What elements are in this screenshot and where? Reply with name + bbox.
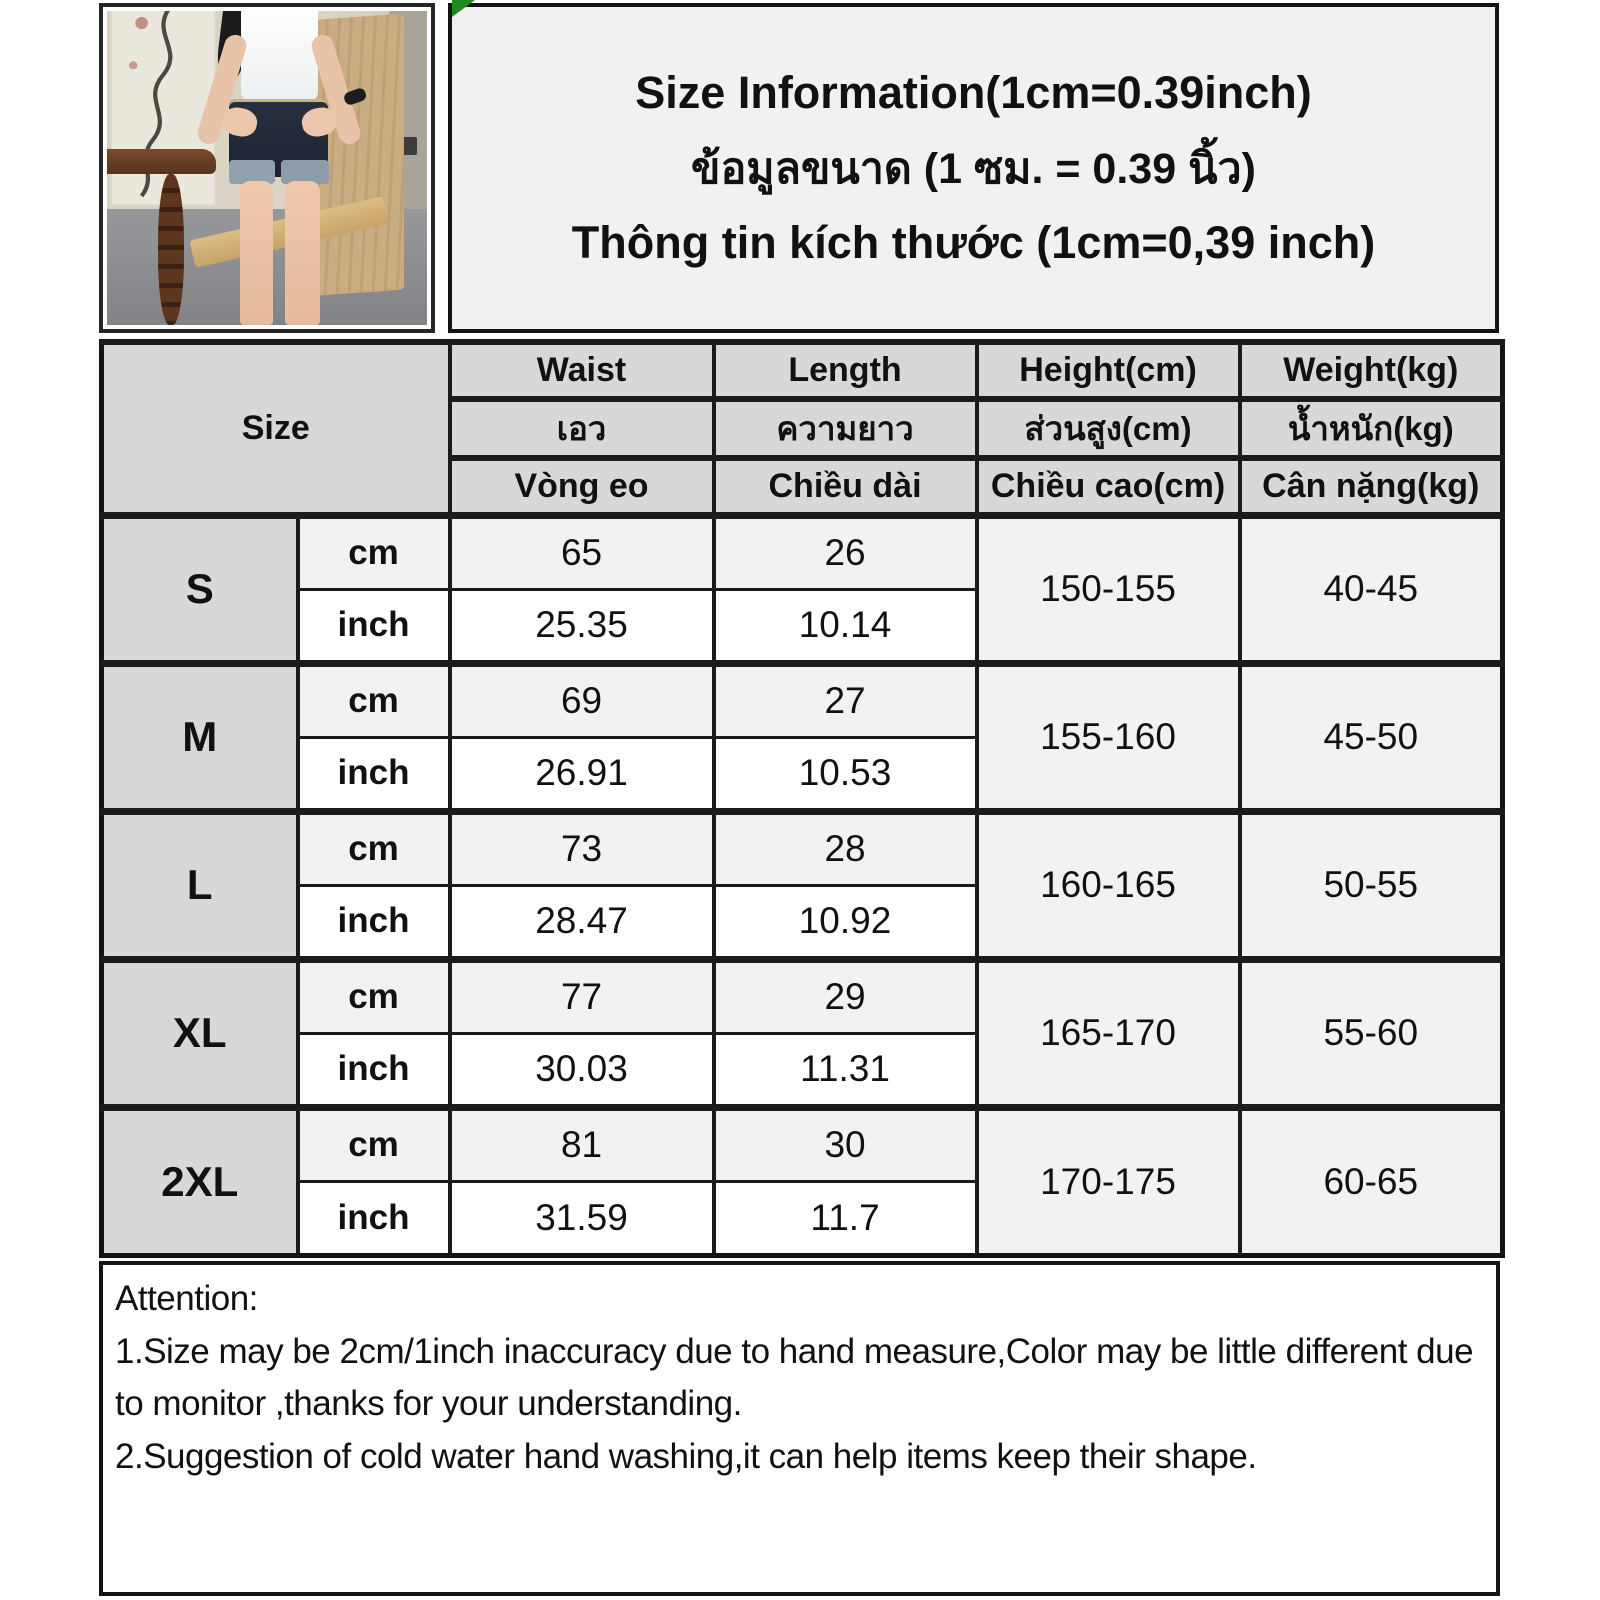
row-2xl-size: 2XL xyxy=(102,1107,298,1255)
photo-scene xyxy=(107,11,427,325)
header-row-en xyxy=(102,342,1503,399)
row-xl-length-cm: 29 xyxy=(714,959,977,1033)
title-panel xyxy=(448,3,1499,333)
row-2xl-unit-inch: inch xyxy=(298,1181,450,1255)
row-l-waist-cm: 73 xyxy=(450,811,714,885)
row-l-size: L xyxy=(102,811,298,959)
title-vietnamese: Thông tin kích thước (1cm=0,39 inch) xyxy=(571,217,1376,268)
row-l-length-cm: 28 xyxy=(714,811,977,885)
title-thai: ข้อมูลขนาด (1 ซม. = 0.39 นิ้ว) xyxy=(691,145,1256,193)
header-weight-th: น้ำหนัก(kg) xyxy=(1240,399,1503,458)
row-xl-length-inch: 11.31 xyxy=(714,1033,977,1107)
header-height-vi: Chiều cao(cm) xyxy=(977,458,1240,515)
row-xl-unit-cm: cm xyxy=(298,959,450,1033)
row-xl-size: XL xyxy=(102,959,298,1107)
row-l-waist-inch: 28.47 xyxy=(450,885,714,959)
row-m-cm xyxy=(102,663,1503,737)
header-weight-vi: Cân nặng(kg) xyxy=(1240,458,1503,515)
row-m-waist-inch: 26.91 xyxy=(450,737,714,811)
row-m-size: M xyxy=(102,663,298,811)
row-xl-waist-inch: 30.03 xyxy=(450,1033,714,1107)
product-photo xyxy=(99,3,435,333)
row-2xl-waist-cm: 81 xyxy=(450,1107,714,1181)
row-xl-height-range: 165-170 xyxy=(977,959,1240,1107)
row-s-length-inch: 10.14 xyxy=(714,589,977,663)
row-s-unit-inch: inch xyxy=(298,589,450,663)
attention-heading: Attention: xyxy=(115,1279,258,1318)
row-m-unit-inch: inch xyxy=(298,737,450,811)
row-2xl-weight-range: 60-65 xyxy=(1240,1107,1503,1255)
size-table xyxy=(99,339,1505,1258)
scroll-painting xyxy=(110,11,216,206)
header-length-en: Length xyxy=(714,342,977,399)
row-l-unit-cm: cm xyxy=(298,811,450,885)
header-waist-th: เอว xyxy=(450,399,714,458)
row-l-unit-inch: inch xyxy=(298,885,450,959)
row-2xl-length-cm: 30 xyxy=(714,1107,977,1181)
header-weight-en: Weight(kg) xyxy=(1240,342,1503,399)
row-l-height-range: 160-165 xyxy=(977,811,1240,959)
row-s-height-range: 150-155 xyxy=(977,515,1240,663)
attention-notes xyxy=(99,1261,1500,1596)
row-2xl-height-range: 170-175 xyxy=(977,1107,1240,1255)
header-waist-vi: Vòng eo xyxy=(450,458,714,515)
row-2xl-length-inch: 11.7 xyxy=(714,1181,977,1255)
header-length-th: ความยาว xyxy=(714,399,977,458)
header-height-en: Height(cm) xyxy=(977,342,1240,399)
header-waist-en: Waist xyxy=(450,342,714,399)
model-right-leg xyxy=(285,181,320,325)
row-l-cm xyxy=(102,811,1503,885)
row-s-weight-range: 40-45 xyxy=(1240,515,1503,663)
row-s-unit-cm: cm xyxy=(298,515,450,589)
wooden-table xyxy=(107,149,216,174)
row-m-height-range: 155-160 xyxy=(977,663,1240,811)
model-left-leg xyxy=(240,181,274,325)
row-2xl-waist-inch: 31.59 xyxy=(450,1181,714,1255)
row-xl-unit-inch: inch xyxy=(298,1033,450,1107)
row-xl-weight-range: 55-60 xyxy=(1240,959,1503,1107)
title-english: Size Information(1cm=0.39inch) xyxy=(635,67,1312,118)
row-s-cm xyxy=(102,515,1503,589)
attention-note-2: 2.Suggestion of cold water hand washing,it can help items keep their shape. xyxy=(115,1436,1257,1476)
row-2xl-unit-cm: cm xyxy=(298,1107,450,1181)
row-2xl-cm xyxy=(102,1107,1503,1181)
turned-table-leg xyxy=(158,174,184,325)
row-m-weight-range: 45-50 xyxy=(1240,663,1503,811)
row-m-unit-cm: cm xyxy=(298,663,450,737)
model-white-top xyxy=(241,11,318,102)
row-m-waist-cm: 69 xyxy=(450,663,714,737)
row-l-length-inch: 10.92 xyxy=(714,885,977,959)
row-l-weight-range: 50-55 xyxy=(1240,811,1503,959)
row-m-length-inch: 10.53 xyxy=(714,737,977,811)
header-height-th: ส่วนสูง(cm) xyxy=(977,399,1240,458)
attention-note-1: 1.Size may be 2cm/1inch inaccuracy due to hand measure,Color may be little different due to monitor ,thanks for your understanding. xyxy=(115,1331,1474,1423)
row-s-waist-inch: 25.35 xyxy=(450,589,714,663)
row-s-size: S xyxy=(102,515,298,663)
row-xl-waist-cm: 77 xyxy=(450,959,714,1033)
row-s-waist-cm: 65 xyxy=(450,515,714,589)
row-m-length-cm: 27 xyxy=(714,663,977,737)
header-length-vi: Chiều dài xyxy=(714,458,977,515)
size-column-header: Size xyxy=(102,342,450,515)
row-s-length-cm: 26 xyxy=(714,515,977,589)
green-ribbon-corner xyxy=(452,0,475,17)
row-xl-cm xyxy=(102,959,1503,1033)
